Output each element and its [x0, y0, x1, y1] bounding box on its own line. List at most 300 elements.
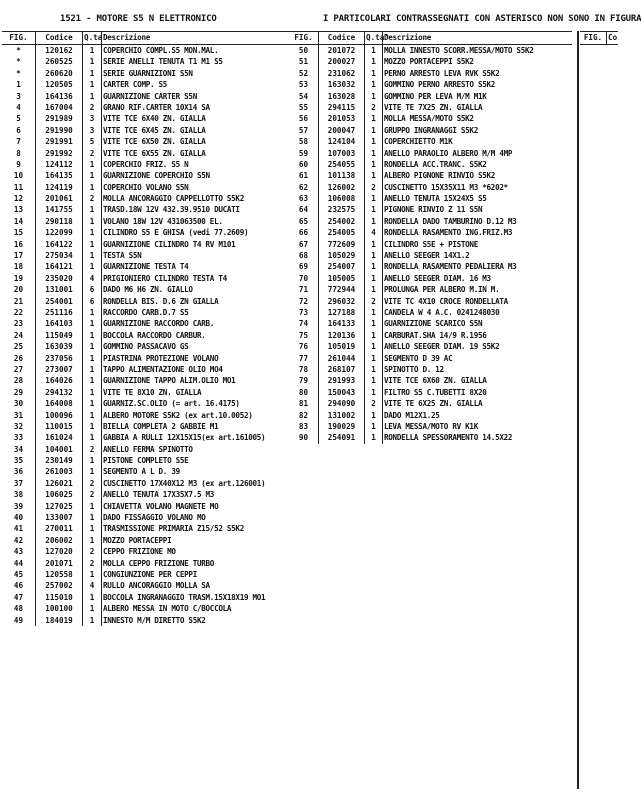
row-fig: 74 [298, 319, 309, 329]
row-desc: ANELLO TENUTA 15X24X5 S5 [382, 193, 572, 204]
row-fig: 18 [13, 262, 24, 272]
table-row [2, 261, 301, 272]
table-row [289, 193, 572, 204]
table-row [2, 410, 301, 421]
row-qty: 1 [364, 330, 382, 341]
table-row [289, 318, 572, 329]
row-desc: ANELLO TENUTA 17X35X7.5 M3 [101, 489, 301, 500]
row-qty: 1 [82, 398, 101, 409]
row-qty: 1 [364, 239, 382, 250]
table-row [289, 273, 572, 284]
row-desc: SERIE GUARNIZIONI S5N [101, 68, 301, 79]
row-fig: 58 [298, 137, 309, 147]
row-code: 235020 [35, 273, 82, 284]
table-row [289, 330, 572, 341]
row-qty: 2 [364, 182, 382, 193]
row-fig: 17 [13, 251, 24, 261]
row-desc: ANELLO SEEGER DIAM. 19 S5K2 [382, 341, 572, 352]
row-code: 164133 [318, 318, 364, 329]
row-code: 294115 [318, 102, 364, 113]
table-row [289, 102, 572, 113]
row-fig: 77 [298, 353, 309, 363]
row-fig: * [16, 46, 21, 55]
row-desc: VITE TCE 6X50 ZN. GIALLA [101, 136, 301, 147]
row-code: 231062 [318, 68, 364, 79]
row-desc: DADO M12X1.25 [382, 410, 572, 421]
row-code: 275034 [35, 250, 82, 261]
row-desc: CARTER COMP. S5 [101, 79, 301, 90]
row-qty: 1 [82, 432, 101, 443]
row-desc: PIGNONE RINVIO Z 11 S5N [382, 204, 572, 215]
table-row [2, 455, 301, 466]
table-row [2, 330, 301, 341]
row-desc: GUARNIZIONE CILINDRO T4 RV M101 [101, 239, 301, 250]
row-code: 106008 [318, 193, 364, 204]
row-qty: 2 [82, 193, 101, 204]
row-code: 254001 [35, 296, 82, 307]
row-fig: 33 [13, 433, 24, 443]
row-desc: CILINDRO S5 E GHISA (vedi 77.2609) [101, 227, 301, 238]
row-fig: 20 [13, 285, 24, 295]
row-fig: 75 [298, 330, 309, 340]
parts-table-right [289, 31, 572, 444]
row-desc: ALBERO MOTORE S5K2 (ex art.10.0052) [101, 410, 301, 421]
table-row [2, 364, 301, 375]
row-qty: 1 [82, 455, 101, 466]
row-code: 201053 [318, 113, 364, 124]
table-row [289, 68, 572, 79]
row-qty: 1 [82, 364, 101, 375]
row-desc: SEGMENTO D 39 AC [382, 353, 572, 364]
header-fig: FIG. [583, 33, 603, 42]
row-code: 164008 [35, 398, 82, 409]
table-row [2, 398, 301, 409]
row-code: 230149 [35, 455, 82, 466]
row-desc: GOMMINO PASSACAVO GS [101, 341, 301, 352]
table-row [289, 56, 572, 67]
row-qty: 1 [82, 170, 101, 181]
table-row [2, 182, 301, 193]
row-fig: 28 [13, 376, 24, 386]
table-row [289, 398, 572, 409]
row-code: 110015 [35, 421, 82, 432]
row-desc: PIASTRINA PROTEZIONE VOLANO [101, 353, 301, 364]
row-desc: CONGIUNZIONE PER CEPPI [101, 569, 301, 580]
row-code: 120162 [35, 45, 82, 56]
table-row [289, 296, 572, 307]
row-desc: MOLLA ANCORAGGIO CAPPELLOTTO S5K2 [101, 193, 301, 204]
row-code: 261044 [318, 353, 364, 364]
row-desc: GUARNIZIONE CARTER S5N [101, 91, 301, 102]
table-row [2, 353, 301, 364]
row-code: 291991 [35, 136, 82, 147]
row-desc: SPINOTTO D. 12 [382, 364, 572, 375]
table-row [2, 56, 301, 67]
row-fig: 59 [298, 148, 309, 158]
row-qty: 4 [364, 227, 382, 238]
row-code: 161024 [35, 432, 82, 443]
row-code: 296032 [318, 296, 364, 307]
row-fig: 29 [13, 387, 24, 397]
row-desc: DADO FISSAGGIO VOLANO MO [101, 512, 301, 523]
row-code: 131002 [318, 410, 364, 421]
row-code: 257002 [35, 580, 82, 591]
row-qty: 1 [82, 250, 101, 261]
row-qty: 1 [82, 239, 101, 250]
row-fig: 43 [13, 547, 24, 557]
row-code: 126002 [318, 182, 364, 193]
row-code: 772944 [318, 284, 364, 295]
row-fig: 32 [13, 421, 24, 431]
row-qty: 1 [364, 159, 382, 170]
row-code: 251116 [35, 307, 82, 318]
table-row [289, 432, 572, 443]
table-row [2, 204, 301, 215]
row-fig: 45 [13, 569, 24, 579]
row-code: 254091 [318, 432, 364, 443]
row-desc: VOLANO 18W 12V 431063500 EL. [101, 216, 301, 227]
table-row [2, 592, 301, 603]
row-code: 290118 [35, 216, 82, 227]
table-row [2, 193, 301, 204]
header-qta: Q.ta' [366, 33, 389, 42]
row-fig: 76 [298, 342, 309, 352]
table-row [2, 444, 301, 455]
row-desc: TAPPO ALIMENTAZIONE OLIO MO4 [101, 364, 301, 375]
table-row [289, 125, 572, 136]
row-fig: 55 [298, 102, 309, 112]
row-fig: 27 [13, 364, 24, 374]
rows-right [289, 45, 572, 444]
row-desc: ALBERO PIGNONE RINVIO S5K2 [382, 170, 572, 181]
row-qty: 1 [364, 410, 382, 421]
row-qty: 1 [82, 56, 101, 67]
table-row [289, 375, 572, 386]
row-desc: FILTRO S5 C.TUBETTI 8X20 [382, 387, 572, 398]
table-row [2, 615, 301, 626]
row-desc: LEVA MESSA/MOTO RV K1K [382, 421, 572, 432]
row-fig: 53 [298, 80, 309, 90]
table-row [2, 136, 301, 147]
row-code: 254007 [318, 261, 364, 272]
table-row [2, 569, 301, 580]
row-fig: 6 [16, 125, 21, 135]
row-code: 124112 [35, 159, 82, 170]
row-qty: 1 [82, 512, 101, 523]
table-row [2, 68, 301, 79]
row-code: 200027 [318, 56, 364, 67]
row-qty: 1 [82, 615, 101, 626]
row-qty: 1 [364, 261, 382, 272]
table-header [580, 31, 618, 45]
row-qty: 1 [82, 79, 101, 90]
row-fig: 60 [298, 159, 309, 169]
row-desc: VITE TC 4X10 CROCE RONDELLATA [382, 296, 572, 307]
row-qty: 1 [82, 341, 101, 352]
row-code: 100096 [35, 410, 82, 421]
row-fig: 5 [16, 114, 21, 124]
row-fig: 82 [298, 410, 309, 420]
row-fig: 9 [16, 159, 21, 169]
row-desc: CHIAVETTA VOLANO MAGNETE MO [101, 501, 301, 512]
table-row [2, 45, 301, 56]
row-fig: * [16, 57, 21, 67]
row-desc: RONDELLA ACC.TRANC. S5K2 [382, 159, 572, 170]
row-fig: 56 [298, 114, 309, 124]
header-codice: Codice [318, 32, 364, 44]
row-desc: PROLUNGA PER ALBERO M.IN M. [382, 284, 572, 295]
row-qty: 6 [82, 284, 101, 295]
table-row [2, 113, 301, 124]
row-code: 150043 [318, 387, 364, 398]
rows-left [2, 45, 301, 626]
row-qty: 4 [82, 273, 101, 284]
row-code: 131001 [35, 284, 82, 295]
row-desc: CILINDRO S5E + PISTONE [382, 239, 572, 250]
table-row [2, 501, 301, 512]
row-fig: 14 [13, 216, 24, 226]
row-code: 115010 [35, 592, 82, 603]
row-fig: 47 [13, 592, 24, 602]
row-qty: 1 [364, 421, 382, 432]
row-qty: 2 [82, 546, 101, 557]
row-code: 232575 [318, 204, 364, 215]
row-qty: 1 [82, 569, 101, 580]
row-desc: INNESTO M/M DIRETTO S5K2 [101, 615, 301, 626]
row-desc: BOCCOLA RACCORDO CARBUR. [101, 330, 301, 341]
row-desc: DADO M6 H6 ZN. GIALLO [101, 284, 301, 295]
row-code: 122099 [35, 227, 82, 238]
row-fig: 40 [13, 513, 24, 523]
row-desc: VITE TCE 6X45 ZN. GIALLA [101, 125, 301, 136]
row-fig: 25 [13, 342, 24, 352]
row-fig: 30 [13, 399, 24, 409]
row-desc: VITE TCE 6X60 ZN. GIALLA [382, 375, 572, 386]
row-desc: RONDELLA DADO TAMBURINO D.12 M3 [382, 216, 572, 227]
row-desc: COPERCHIO VOLANO S5N [101, 182, 301, 193]
row-code: 126021 [35, 478, 82, 489]
table-row [289, 261, 572, 272]
row-code: 101138 [318, 170, 364, 181]
row-code: 270011 [35, 523, 82, 534]
table-row [289, 353, 572, 364]
row-code: 164122 [35, 239, 82, 250]
row-fig: 23 [13, 319, 24, 329]
page-title: 1521 - MOTORE S5 N ELETTRONICO [60, 14, 217, 24]
row-code: 164136 [35, 91, 82, 102]
table-row [2, 239, 301, 250]
row-code: 268107 [318, 364, 364, 375]
row-qty: 1 [364, 113, 382, 124]
row-code: 104001 [35, 444, 82, 455]
table-divider [577, 31, 579, 789]
row-code: 107003 [318, 148, 364, 159]
row-code: 124104 [318, 136, 364, 147]
row-code: 120136 [318, 330, 364, 341]
row-fig: 10 [13, 171, 24, 181]
row-qty: 1 [364, 307, 382, 318]
table-row [2, 227, 301, 238]
row-fig: 36 [13, 467, 24, 477]
row-desc: PRIGIONIERO CILINDRO TESTA T4 [101, 273, 301, 284]
row-desc: MOLLA INNESTO SCORR.MESSA/MOTO S5K2 [382, 45, 572, 56]
row-fig: 24 [13, 330, 24, 340]
row-qty: 1 [82, 353, 101, 364]
row-fig: 7 [16, 137, 21, 147]
row-desc: MOLLA CEPPO FRIZIONE TURBO [101, 558, 301, 569]
row-qty: 1 [364, 364, 382, 375]
row-qty: 1 [364, 148, 382, 159]
table-row [2, 318, 301, 329]
table-row [289, 113, 572, 124]
row-fig: 8 [16, 148, 21, 158]
row-qty: 2 [82, 102, 101, 113]
row-fig: 79 [298, 376, 309, 386]
table-row [289, 216, 572, 227]
row-fig: 57 [298, 125, 309, 135]
table-row [2, 170, 301, 181]
table-row [289, 45, 572, 56]
row-desc: MOZZO PORTACEPPI [101, 535, 301, 546]
row-fig: 49 [13, 615, 24, 625]
header-descrizione: Descrizione [382, 32, 572, 44]
row-qty: 2 [82, 489, 101, 500]
table-row [2, 432, 301, 443]
row-qty: 1 [82, 159, 101, 170]
row-code: 260620 [35, 68, 82, 79]
table-row [2, 250, 301, 261]
row-fig: 90 [298, 433, 309, 443]
row-desc: GRANO RIF.CARTER 10X14 SA [101, 102, 301, 113]
row-fig: 12 [13, 194, 24, 204]
row-desc: RACCORDO CARB.D.7 S5 [101, 307, 301, 318]
row-qty: 1 [364, 250, 382, 261]
row-qty: 1 [82, 261, 101, 272]
row-code: 261003 [35, 466, 82, 477]
table-row [2, 216, 301, 227]
row-qty: 1 [364, 432, 382, 443]
row-code: 163039 [35, 341, 82, 352]
table-row [289, 159, 572, 170]
row-qty: 1 [82, 318, 101, 329]
row-desc: RULLO ANCORAGGIO MOLLA SA [101, 580, 301, 591]
row-code: 291989 [35, 113, 82, 124]
row-fig: 42 [13, 535, 24, 545]
table-row [2, 307, 301, 318]
header-descrizione: Descrizione [101, 32, 301, 44]
row-fig: 83 [298, 421, 309, 431]
row-fig: 41 [13, 524, 24, 534]
row-fig: 22 [13, 307, 24, 317]
row-qty: 1 [82, 182, 101, 193]
row-code: 164135 [35, 170, 82, 181]
row-desc: TESTA S5N [101, 250, 301, 261]
row-desc: CARBURAT.SHA 14/9 R.1956 [382, 330, 572, 341]
row-fig: 19 [13, 273, 24, 283]
row-qty: 1 [364, 341, 382, 352]
row-desc: GRUPPO INGRANAGGI S5K2 [382, 125, 572, 136]
row-code: 164026 [35, 375, 82, 386]
row-desc: VITE TE 6X25 ZN. GIALLA [382, 398, 572, 409]
row-fig: 50 [298, 46, 309, 55]
table-row [2, 478, 301, 489]
row-qty: 2 [364, 296, 382, 307]
row-desc: GOMMINO PERNO ARRESTO S5K2 [382, 79, 572, 90]
row-code: 105005 [318, 273, 364, 284]
table-row [289, 136, 572, 147]
row-qty: 1 [364, 68, 382, 79]
row-fig: 34 [13, 444, 24, 454]
row-fig: 69 [298, 262, 309, 272]
row-desc: COPERCHIO FRIZ. S5 N [101, 159, 301, 170]
row-code: 106025 [35, 489, 82, 500]
row-fig: 31 [13, 410, 24, 420]
row-fig: 35 [13, 456, 24, 466]
row-qty: 3 [82, 113, 101, 124]
row-desc: RONDELLA RASAMENTO PEDALIERA M3 [382, 261, 572, 272]
row-qty: 1 [364, 204, 382, 215]
row-code: 190029 [318, 421, 364, 432]
row-qty: 1 [364, 387, 382, 398]
row-qty: 1 [82, 330, 101, 341]
table-row [2, 535, 301, 546]
row-qty: 1 [364, 193, 382, 204]
table-row [2, 91, 301, 102]
table-row [2, 580, 301, 591]
row-qty: 1 [82, 501, 101, 512]
row-qty: 1 [82, 45, 101, 56]
row-desc: MOLLA MESSA/MOTO S5K2 [382, 113, 572, 124]
asterisk-note: I PARTICOLARI CONTRASSEGNATI CON ASTERISCO NON SONO IN FIGURA [323, 14, 641, 24]
row-qty: 2 [364, 398, 382, 409]
table-row [289, 91, 572, 102]
row-desc: GUARNIZIONE SCARICO S5N [382, 318, 572, 329]
row-desc: TRASD.18W 12V 432.39.9510 DUCATI [101, 204, 301, 215]
table-row [289, 182, 572, 193]
row-fig: 21 [13, 296, 24, 306]
row-fig: 81 [298, 399, 309, 409]
table-row [2, 603, 301, 614]
table-row [2, 512, 301, 523]
table-header [2, 31, 301, 45]
row-code: 201072 [318, 45, 364, 56]
row-fig: 71 [298, 285, 309, 295]
row-desc: COPERCHIETTO M1K [382, 136, 572, 147]
row-qty: 1 [364, 273, 382, 284]
row-desc: SEGMENTO A L D. 39 [101, 466, 301, 477]
table-row [2, 387, 301, 398]
row-desc: CEPPO FRIZIONE MO [101, 546, 301, 557]
table-row [289, 341, 572, 352]
row-qty: 1 [82, 603, 101, 614]
row-desc: VITE TCE 6X55 ZN. GIALLA [101, 148, 301, 159]
table-row [2, 489, 301, 500]
row-desc: MOZZO PORTACEPPI S5K2 [382, 56, 572, 67]
row-code: 260525 [35, 56, 82, 67]
row-desc: GUARNIZIONE TAPPO ALIM.OLIO MO1 [101, 375, 301, 386]
row-code: 291993 [318, 375, 364, 386]
row-qty: 1 [82, 307, 101, 318]
row-qty: 1 [82, 466, 101, 477]
row-code: 291992 [35, 148, 82, 159]
row-qty: 3 [82, 125, 101, 136]
row-fig: 46 [13, 581, 24, 591]
table-row [289, 307, 572, 318]
row-fig: 26 [13, 353, 24, 363]
table-row [2, 284, 301, 295]
row-code: 772609 [318, 239, 364, 250]
row-code: 115049 [35, 330, 82, 341]
